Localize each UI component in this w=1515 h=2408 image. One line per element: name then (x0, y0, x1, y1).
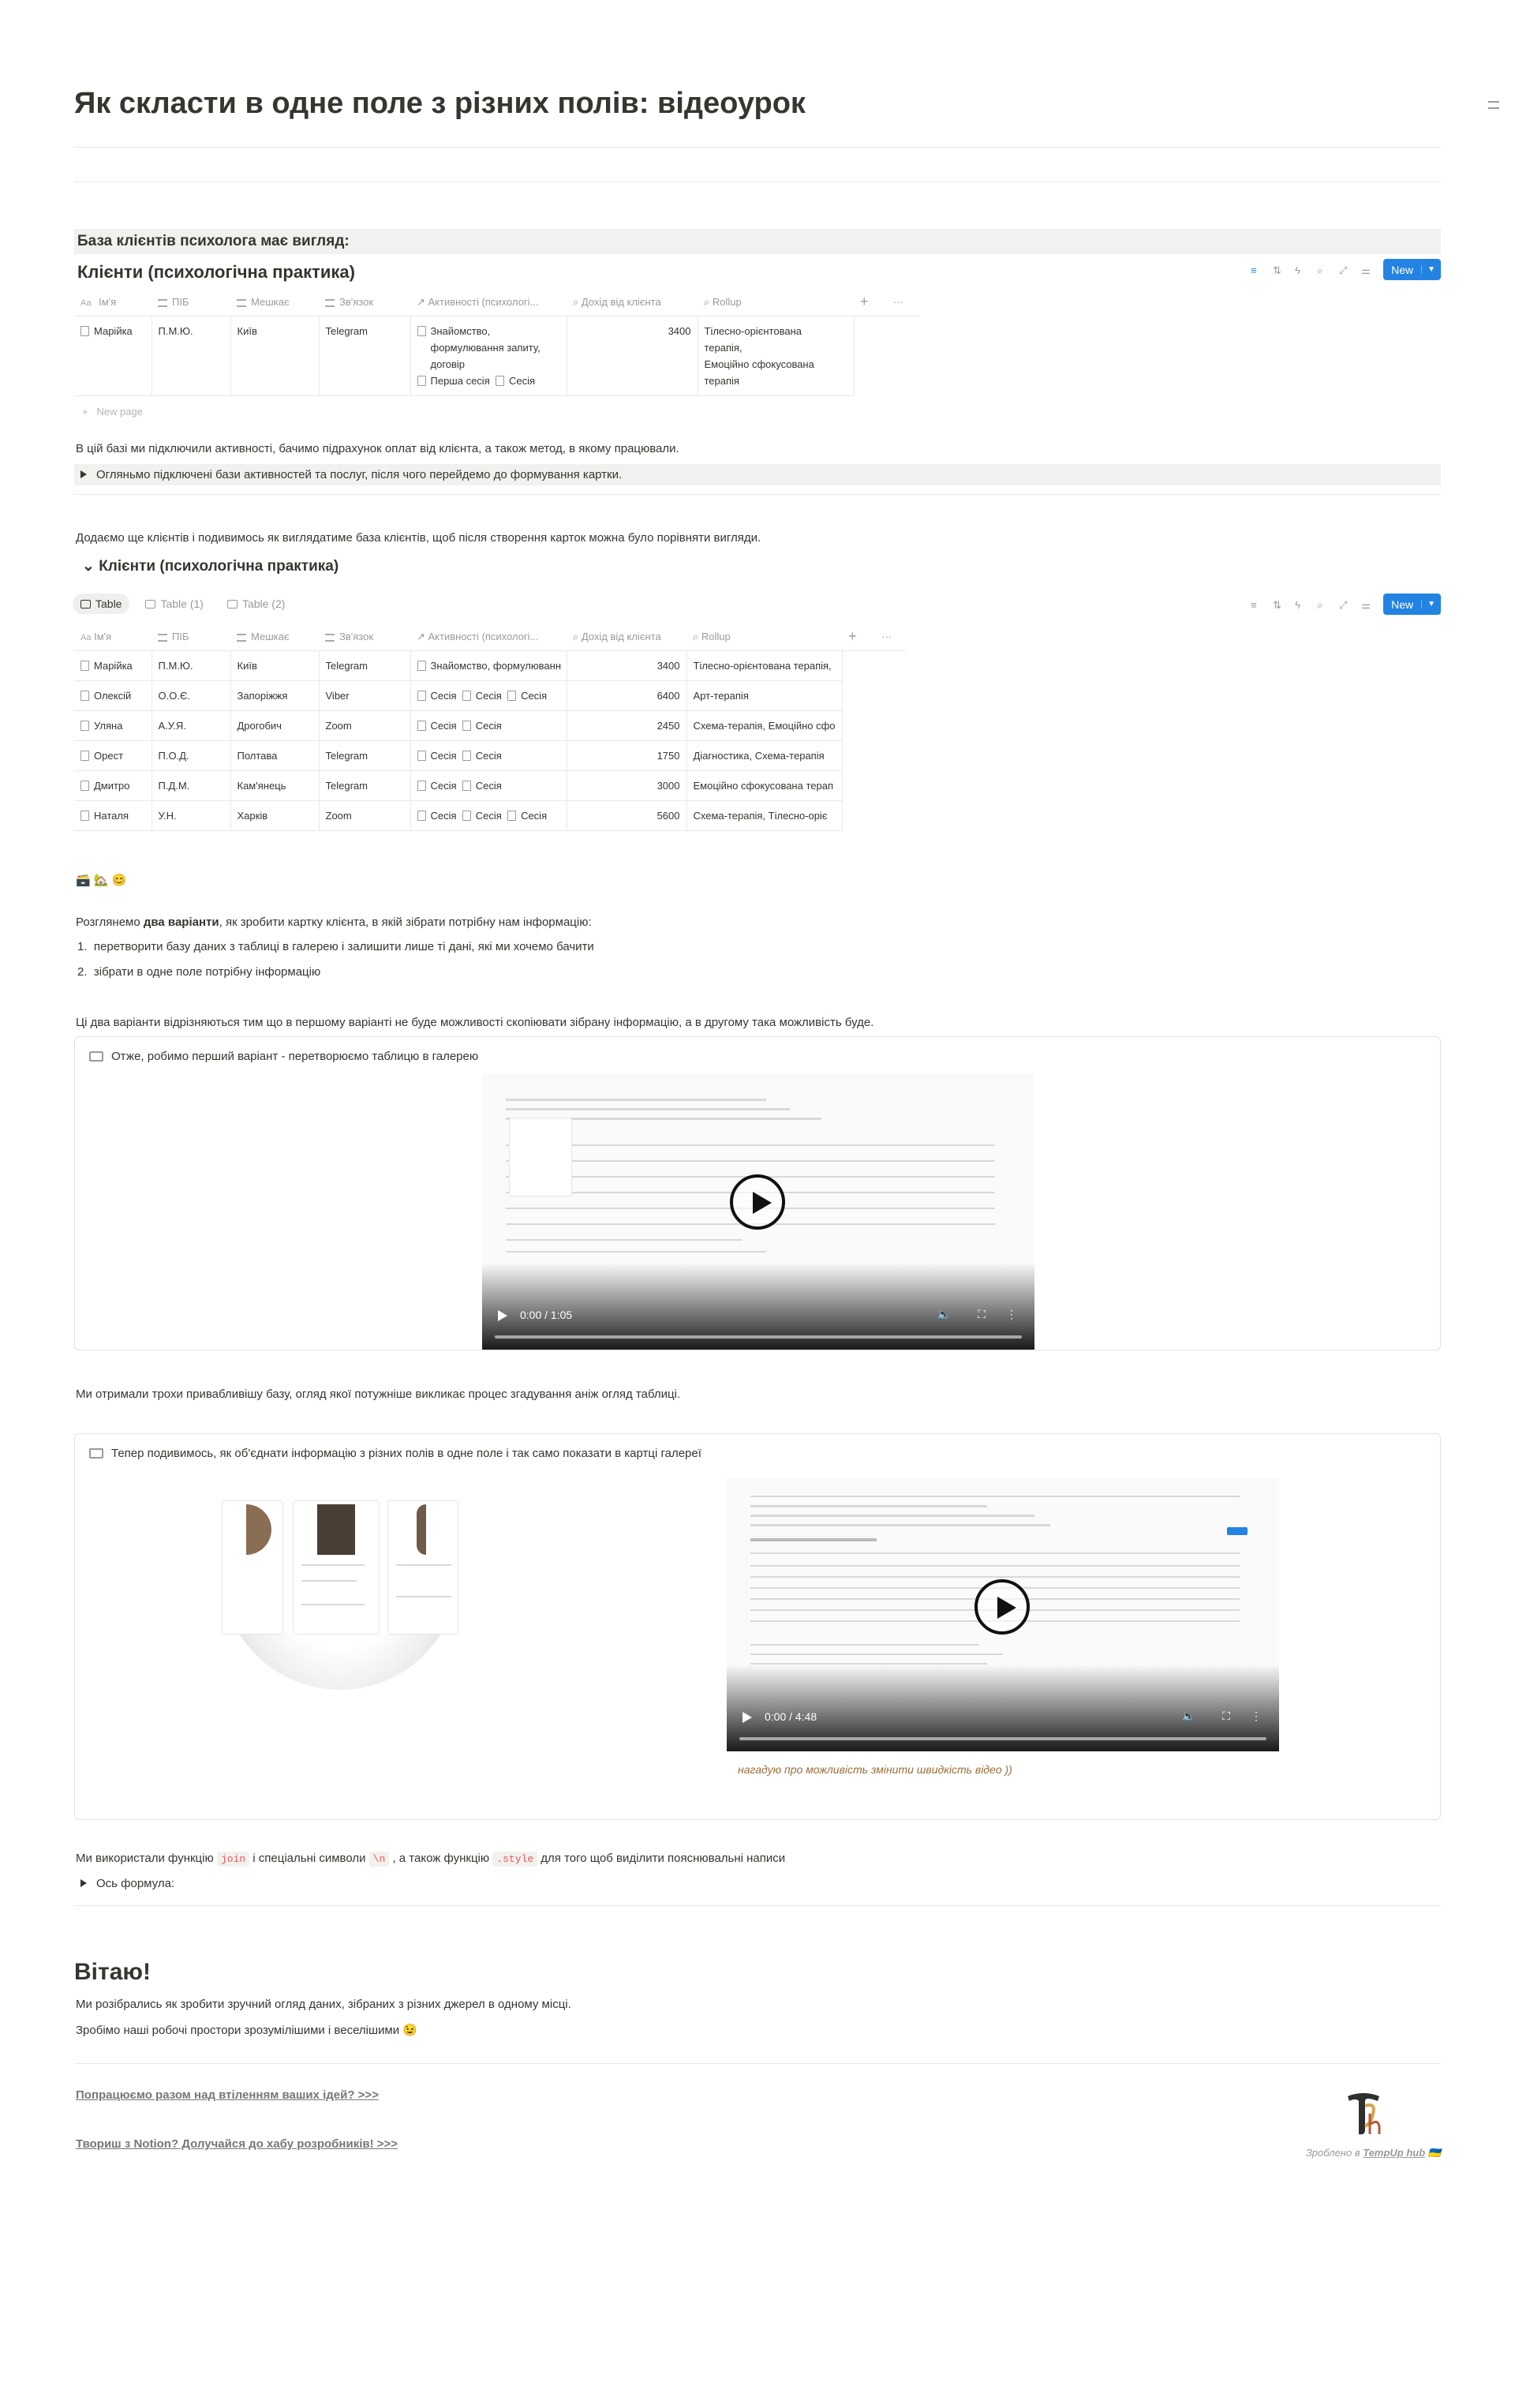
made-in-footer[interactable]: Зроблено в TempUp hub 🇺🇦 (1305, 2147, 1441, 2159)
expand-icon[interactable]: ⤢ (1339, 598, 1348, 611)
fullscreen-icon[interactable]: ⛶ (1222, 1710, 1230, 1722)
sort-icon[interactable]: ⇅ (1273, 598, 1281, 611)
list-item: 2. зібрати в одне поле потрібну інформацію (77, 965, 321, 979)
tab-table-2[interactable]: Table (2) (219, 594, 293, 614)
dropdown-menu-preview (509, 1118, 572, 1197)
toggle-arrow-icon[interactable] (80, 1879, 87, 1887)
chevron-down-icon[interactable]: ⌄ (82, 558, 99, 575)
page-icon (417, 326, 426, 336)
divider (74, 1905, 1441, 1906)
activity-chip[interactable]: Сесія (475, 689, 502, 702)
play-icon[interactable] (730, 1174, 785, 1230)
video-callout (74, 1036, 1441, 1350)
divider (74, 147, 1441, 148)
video-progress-bar[interactable] (495, 1335, 1022, 1339)
search-icon: ⌕ (704, 295, 713, 308)
tempup-logo[interactable] (1341, 2090, 1386, 2139)
paragraph: В цій базі ми підключили активності, бачимо підрахунок оплат від клієнта, а також метод, в якому працювали. (76, 442, 679, 455)
filter-icon[interactable]: ≡ (1251, 598, 1257, 611)
paragraph: Ми отримали трохи привабливішу базу, огляд якої потужніше викликає процес згадування аніж огляд таблиці. (76, 1388, 681, 1401)
fullscreen-icon[interactable]: ⛶ (978, 1308, 986, 1320)
search-icon: ⌕ (573, 295, 582, 308)
section-heading: Вітаю! (74, 1959, 151, 1985)
table-row[interactable]: Наталя У.Н. Харків Zoom Сесія Сесія Сесія 5600 Схема-терапія, Тілесно-оріє (74, 800, 907, 830)
column-header[interactable]: Мешкає (230, 624, 319, 650)
gallery-icon (227, 600, 238, 609)
filter-icon[interactable]: ≡ (1251, 264, 1257, 276)
table-row[interactable]: Марійка П.М.Ю. Київ Telegram Знайомство, формулювання запиту, договір Перша сесія Сесія 3400 Тілесно-орієнтована терапія, Емоційно сфокусована терапія (74, 316, 918, 395)
video-callout-title: Отже, робимо перший варіант - перетворюємо таблицю в галерею (89, 1050, 478, 1063)
page-icon (417, 781, 426, 791)
play-icon[interactable] (743, 1712, 752, 1723)
intro-callout: База клієнтів психолога має вигляд: (74, 229, 1441, 254)
new-button-label: New (1391, 263, 1414, 276)
text-type-icon (325, 299, 335, 307)
inline-code: join (217, 1852, 249, 1867)
page-icon (462, 721, 471, 731)
text-type-icon (158, 634, 167, 642)
page-icon (417, 721, 426, 731)
add-column-button[interactable]: + (854, 289, 887, 316)
column-header[interactable]: ⌕ Rollup (698, 289, 854, 316)
gallery-preview-image (222, 1500, 458, 1690)
column-header[interactable]: ПІБ (152, 289, 230, 316)
activity-chip[interactable]: Сесія (475, 749, 502, 762)
text-type-icon: Aa (80, 633, 92, 643)
text-type-icon (325, 634, 335, 642)
relation-icon: ↗ (417, 630, 428, 642)
page-icon (80, 721, 89, 731)
community-link[interactable]: Твориш з Notion? Долучайся до хабу розробників! >>> (76, 2137, 398, 2151)
video-callout-title: Тепер подивимось, як об'єднати інформацію з різних полів в одне поле і так само показати в картці галереї (89, 1447, 701, 1460)
video-caption: нагадую про можливість змінити швидкість відео )) (738, 1763, 1012, 1776)
activity-chip[interactable]: Сесія (430, 719, 457, 732)
activity-chip[interactable]: Сесія (475, 809, 502, 822)
more-icon[interactable]: ··· (887, 289, 918, 316)
column-header[interactable]: ⌕ Дохід від клієнта (567, 624, 686, 650)
video-progress-bar[interactable] (739, 1737, 1266, 1740)
page-icon (462, 691, 471, 701)
collaboration-link[interactable]: Попрацюємо разом над втіленням ваших ідей? >>> (76, 2088, 379, 2102)
video-time: 0:00 / 4:48 (765, 1710, 817, 1723)
page-icon (417, 661, 426, 671)
page-icon (507, 811, 516, 821)
settings-icon[interactable]: ⚌ (1361, 264, 1371, 276)
video-icon (89, 1448, 103, 1459)
paragraph: Ці два варіанти відрізняються тим що в першому варіанті не буде можливості скопіювати зібрану інформацію, а в другому така можливість буде. (76, 1016, 874, 1029)
column-header[interactable]: Зв'язок (319, 289, 410, 316)
relation-icon: ↗ (417, 295, 428, 308)
page-icon (80, 811, 89, 821)
chevron-down-icon[interactable]: ▼ (1421, 600, 1441, 609)
new-button-label: New (1391, 597, 1414, 611)
activity-chip[interactable]: Сесія (430, 749, 457, 762)
column-header[interactable]: ↗ Активності (психологі... (410, 289, 567, 316)
divider (74, 494, 1441, 495)
page-icon (80, 751, 89, 761)
emoji-row: 🗃️ 🏡 😊 (76, 874, 127, 887)
settings-icon[interactable]: ⚌ (1361, 598, 1371, 611)
activity-chip[interactable]: Сесія (475, 779, 502, 792)
database-toolbar (1251, 259, 1441, 280)
video-controls (727, 1665, 1279, 1751)
video-icon (89, 1051, 103, 1062)
table-header-row (74, 624, 907, 650)
table-row[interactable]: Олексій О.О.Є. Запоріжжя Viber Сесія Сесія Сесія 6400 Арт-терапія (74, 680, 907, 710)
table-row[interactable]: Дмитро П.Д.М. Кам'янець Telegram Сесія Сесія 3000 Емоційно сфокусована терап (74, 770, 907, 800)
automation-icon[interactable]: ϟ (1295, 264, 1300, 276)
list-item: 1. перетворити базу даних з таблиці в галерею і залишити лише ті дані, які ми хочемо бачити (77, 940, 594, 953)
toggle-block[interactable]: Ось формула: (80, 1877, 174, 1890)
activity-chip[interactable]: Сесія (430, 689, 457, 702)
activity-chip[interactable]: Сесія (521, 689, 548, 702)
column-header[interactable]: Мешкає (230, 289, 319, 316)
sort-icon[interactable]: ⇅ (1273, 264, 1281, 276)
tab-table-1[interactable]: Table (1) (137, 594, 211, 614)
table-row[interactable]: Уляна А.У.Я. Дрогобич Zoom Сесія Сесія 2450 Схема-терапія, Емоційно сфо (74, 710, 907, 740)
text-type-icon: Aa (80, 298, 92, 308)
paragraph: Розглянемо два варіанти, як зробити картку клієнта, в якій зібрати потрібну нам інформацію: (76, 916, 592, 929)
search-icon[interactable]: ⌕ (1317, 598, 1323, 611)
numbered-list (77, 934, 594, 985)
page-icon (417, 751, 426, 761)
toggle-block[interactable]: Огляньмо підключені бази активностей та послуг, після чого перейдемо до формування картки. (74, 464, 1441, 485)
activity-chip[interactable]: Знайомство, формулюванн (430, 659, 561, 672)
page-icon (80, 781, 89, 791)
table-row[interactable]: Орест П.О.Д. Полтава Telegram Сесія Сесія 1750 Діагностика, Схема-терапія (74, 740, 907, 770)
toggle-arrow-icon[interactable] (80, 470, 87, 478)
inline-code: .style (492, 1852, 537, 1867)
column-header[interactable]: Aa Ім'я (74, 624, 152, 650)
page-icon (417, 376, 426, 386)
add-column-button[interactable]: + (842, 624, 875, 650)
search-icon[interactable]: ⌕ (1317, 264, 1323, 276)
page-icon (496, 376, 504, 386)
page-icon (462, 781, 471, 791)
play-icon[interactable] (974, 1579, 1030, 1635)
video-callout (74, 1433, 1441, 1820)
more-icon[interactable]: ⋮ (1251, 1710, 1262, 1722)
volume-icon[interactable]: 🔈 (1181, 1710, 1195, 1722)
more-icon[interactable]: ··· (875, 624, 907, 650)
paragraph: Ми використали функцію join і спеціальні символи \n , а також функцію .style для того щоб виділити пояснювальні написи (76, 1852, 786, 1865)
column-header[interactable]: ⌕ Дохід від клієнта (567, 289, 698, 316)
video-player[interactable] (727, 1478, 1279, 1751)
page-icon (80, 661, 89, 671)
column-header[interactable]: ⌕ Rollup (686, 624, 842, 650)
video-time: 0:00 / 1:05 (520, 1309, 573, 1321)
text-type-icon (237, 634, 246, 642)
volume-icon[interactable]: 🔈 (937, 1308, 951, 1320)
page-icon (80, 326, 89, 336)
table-icon (80, 600, 91, 609)
inline-code: \n (369, 1852, 390, 1867)
column-header[interactable]: ПІБ (152, 624, 230, 650)
table-header-row (74, 289, 918, 316)
page-icon (80, 691, 89, 701)
play-icon[interactable] (498, 1310, 507, 1321)
expand-icon[interactable]: ⤢ (1339, 264, 1348, 276)
chevron-down-icon[interactable]: ▼ (1421, 265, 1441, 274)
view-tabs (73, 594, 293, 614)
column-header[interactable]: ↗ Активності (психологі... (410, 624, 567, 650)
paragraph: Ми розібрались як зробити зручний огляд даних, зібраних з різних джерел в одному місці. (76, 1998, 571, 2011)
search-icon: ⌕ (693, 630, 701, 642)
search-icon: ⌕ (573, 630, 582, 642)
clients-table (74, 289, 918, 396)
automation-icon[interactable]: ϟ (1295, 598, 1300, 611)
new-page-button[interactable]: + New page (82, 406, 143, 418)
paragraph: Зробімо наші робочі простори зрозумілішими і веселішими 😉 (76, 2024, 417, 2037)
column-header[interactable]: Aa Ім'я (74, 289, 152, 316)
divider (74, 2063, 1441, 2064)
clients-table-2 (74, 624, 907, 831)
video-player[interactable] (482, 1073, 1034, 1350)
activity-chip[interactable]: Сесія (430, 779, 457, 792)
text-type-icon (158, 299, 167, 307)
column-header[interactable]: Зв'язок (319, 624, 410, 650)
page-icon (417, 811, 426, 821)
text-type-icon (237, 299, 246, 307)
activity-chip[interactable]: Сесія (521, 809, 548, 822)
video-controls (482, 1263, 1034, 1350)
page-icon (462, 811, 471, 821)
database-title[interactable]: Клієнти (психологічна практика) (77, 262, 355, 282)
page-icon (462, 751, 471, 761)
database-toolbar (1251, 594, 1441, 615)
page-title: Як скласти в одне поле з різних полів: відеоурок (74, 87, 806, 120)
tab-table[interactable]: Table (73, 594, 129, 614)
activity-chip[interactable]: Сесія (430, 809, 457, 822)
database-title-partial: ⌄ Клієнти (психологічна практика) (82, 558, 339, 575)
activity-chip[interactable]: Сесія (475, 719, 502, 732)
paragraph: Додаємо ще клієнтів і подивимось як виглядатиме база клієнтів, щоб після створення карток можна було порівняти вигляди. (76, 531, 761, 545)
table-row[interactable]: Марійка П.М.Ю. Київ Telegram Знайомство, формулюванн 3400 Тілесно-орієнтована терапія, (74, 650, 907, 680)
new-button[interactable] (1383, 259, 1441, 280)
page-icon (417, 691, 426, 701)
gallery-icon (145, 600, 155, 609)
more-icon[interactable]: ⋮ (1006, 1308, 1017, 1320)
menu-icon[interactable] (1488, 101, 1499, 109)
new-button[interactable] (1383, 594, 1441, 615)
page-icon (507, 691, 516, 701)
